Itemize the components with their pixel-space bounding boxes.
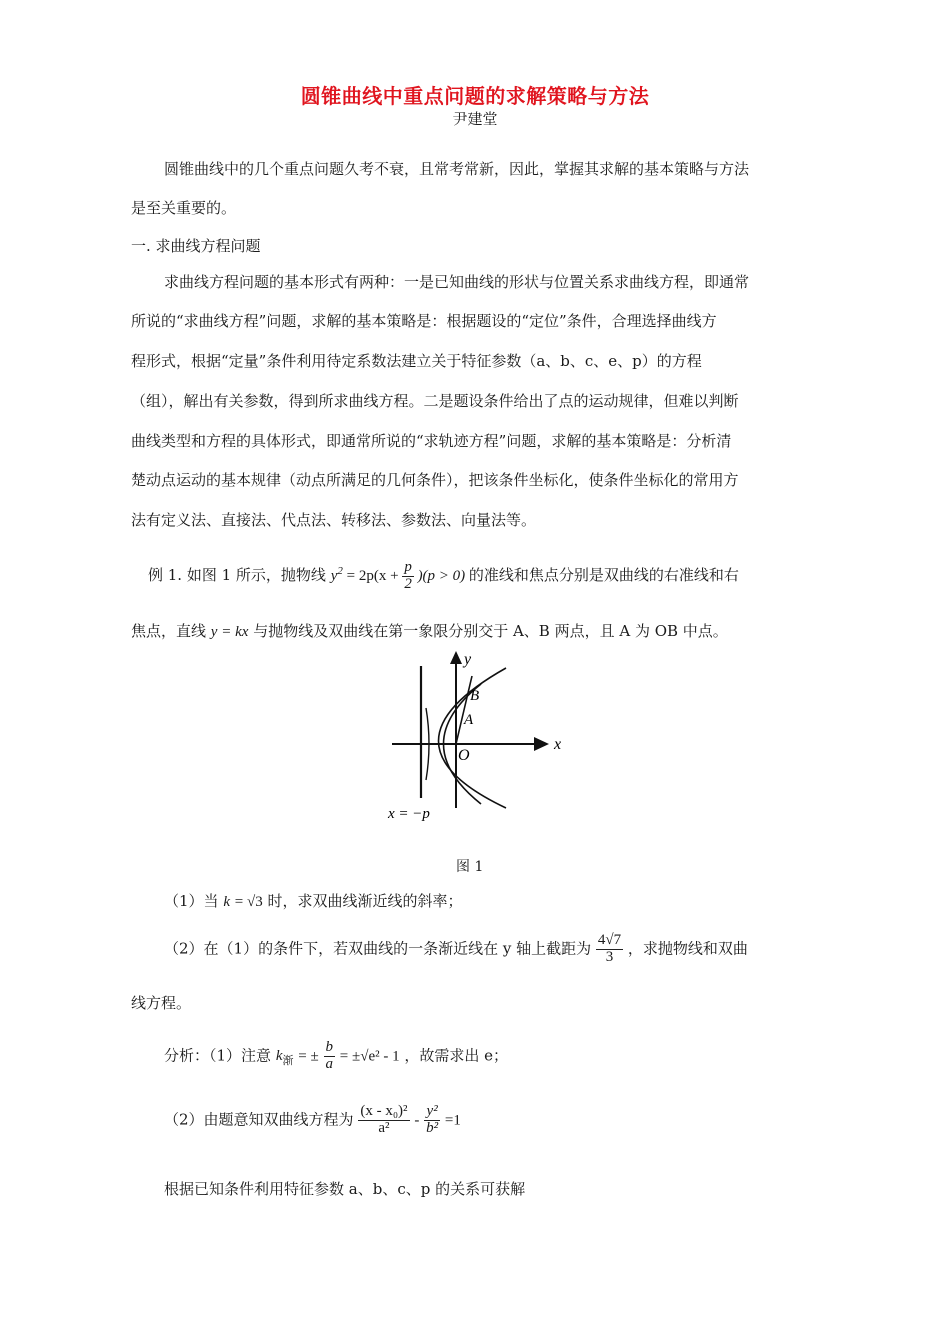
point-a-label: A	[464, 712, 474, 728]
figure-caption: 图 1	[456, 859, 484, 875]
para-line-7: 法有定义法、直接法、代点法、转移法、参数法、向量法等。	[131, 511, 537, 529]
origin-label: O	[458, 747, 470, 764]
example-text-focus: 焦点，直线	[131, 622, 207, 640]
example-line-2	[131, 620, 728, 643]
section-heading: 一. 求曲线方程问题	[131, 237, 261, 255]
line-equation: y = kx	[210, 624, 249, 640]
final-line: 根据已知条件利用特征参数 a、b、c、p 的关系可获解	[164, 1180, 526, 1198]
para-line-3: 程形式，根据“定量”条件利用待定系数法建立关于特征参数（a、b、c、e、p）的方程	[131, 352, 702, 370]
parabola-equation: $y^2 = 2p(x$ + $\frac{p}{2}$ )(p > 0)	[330, 559, 466, 593]
para-line-1: 求曲线方程问题的基本形式有两种：一是已知曲线的形状与位置关系求曲线方程，即通常	[164, 273, 750, 291]
directrix-label: x = −p	[388, 806, 430, 822]
question-2: （2）在（1）的条件下，若双曲线的一条渐近线在 y 轴上截距为 $\frac{4√7}{3}$ ，求抛物线和双曲	[164, 932, 748, 965]
para-line-4: （组），解出有关参数，得到所求曲线方程。二是题设条件给出了点的运动规律，但难以判断	[131, 392, 739, 410]
p-over-2-fraction: $\frac{p}{2}$	[404, 559, 412, 593]
para-line-6: 楚动点运动的基本规律（动点所满足的几何条件），把该条件坐标化，使条件坐标化的常用方	[131, 471, 739, 489]
doc-author: 尹建堂	[452, 110, 498, 128]
example-label: 例 1. 如图 1 所示，抛物线	[148, 566, 326, 584]
y-axis-label: y	[464, 651, 472, 668]
para-line-2: 所说的“求曲线方程”问题，求解的基本策略是：根据题设的“定位”条件，合理选择曲线方	[131, 312, 717, 330]
example-text-cont: 的准线和焦点分别是双曲线的右准线和右	[468, 566, 739, 584]
x-axis-label: x	[554, 736, 562, 753]
example-line-1	[148, 560, 739, 593]
hyperbola-x-term: $\frac{\text{(x - x₀)²}}{\text{a²}}$	[360, 1103, 408, 1136]
analysis-1: 分析：（1）注意 $k_渐$ = ± $\frac{b}{a}$ = ±√e² - 1 ，故需求出 e；	[164, 1039, 509, 1072]
b-over-a-fraction: $\frac{b}{a}$	[325, 1039, 334, 1072]
intro-line-2: 是至关重要的。	[131, 199, 237, 217]
example-text-intersect: 与抛物线及双曲线在第一象限分别交于 A、B 两点，且 A 为 OB 中点。	[253, 622, 728, 640]
intercept-fraction: $\frac{4√7}{3}$	[597, 932, 622, 965]
analysis-2: （2）由题意知双曲线方程为 $\frac{\text{(x - x₀)²}}{\text{a²}}$ - $\frac{\text{y²}}{\text{b²}}$ =1	[164, 1103, 461, 1136]
intro-line-1: 圆锥曲线中的几个重点问题久考不衰，且常考常新，因此，掌握其求解的基本策略与方法	[164, 160, 750, 178]
point-b-label: B	[470, 688, 480, 704]
question-1: （1）当 k = √3 时，求双曲线渐近线的斜率；	[164, 892, 463, 910]
doc-title: 圆锥曲线中重点问题的求解策略与方法	[300, 84, 650, 108]
figure-1-diagram	[386, 648, 566, 826]
hyperbola-y-term: $\frac{\text{y²}}{\text{b²}}$	[426, 1103, 439, 1136]
para-line-5: 曲线类型和方程的具体形式，即通常所说的“求轨迹方程”问题，求解的基本策略是：分析清	[131, 432, 732, 450]
figure-1	[386, 648, 566, 826]
question-2-cont: 线方程。	[131, 994, 192, 1012]
